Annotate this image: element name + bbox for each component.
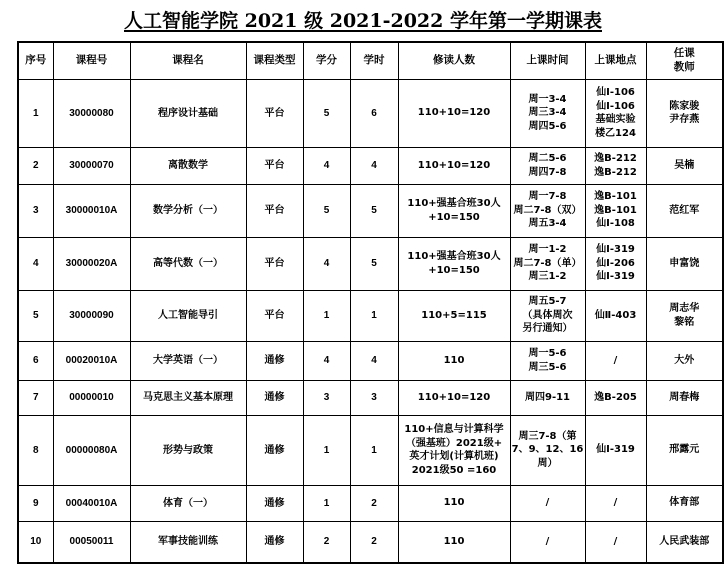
location-line: 仙Ⅱ-403 [594,309,637,321]
class-time-line: 周三7-8（第 [518,430,577,442]
location-line: 仙Ⅰ-319 [596,271,635,283]
class-time-line: 周四7-8 [528,166,567,178]
cell-row-index: 1 [18,79,53,147]
cell-location [585,341,646,380]
cell-teacher [646,380,723,415]
teacher-line: 范红军 [669,204,700,216]
cell-hours: 2 [350,521,398,563]
location-line: 仙Ⅰ-319 [596,444,635,456]
teacher-line: 大外 [674,354,695,366]
cell-course-code: 00000080A [53,415,130,485]
cell-enrollment [398,237,510,290]
class-time-line: 周） [537,457,558,469]
cell-hours: 4 [350,341,398,380]
cell-course-code: 00020010A [53,341,130,380]
header-location: 上课地点 [585,42,646,79]
teacher-line: 吴楠 [674,159,695,171]
cell-row-index: 10 [18,521,53,563]
cell-row-index: 2 [18,147,53,184]
location-line: 逸B-205 [594,391,637,403]
enrollment-line: +10=150 [428,211,480,223]
teacher-line: 陈家骏 [669,100,700,112]
cell-course-name: 形势与政策 [130,415,246,485]
cell-teacher [646,79,723,147]
cell-class-time [510,521,585,563]
cell-course-name: 数学分析（一） [130,184,246,237]
table-body [18,79,723,563]
cell-course-name: 离散数学 [130,147,246,184]
location-line: 仙Ⅰ-106 [596,87,635,98]
cell-enrollment [398,147,510,184]
enrollment-line: 2021级50 =160 [411,464,497,476]
cell-course-code: 00000010 [53,380,130,415]
header-course-name: 课程名 [130,42,246,79]
cell-course-code: 30000090 [53,290,130,341]
cell-hours: 6 [350,79,398,147]
cell-course-type: 通修 [246,485,303,521]
table-row [18,237,723,290]
document-title [0,8,726,34]
cell-credits: 1 [303,415,350,485]
table-row [18,521,723,563]
cell-hours: 3 [350,380,398,415]
cell-teacher [646,237,723,290]
cell-row-index: 6 [18,341,53,380]
table-row [18,79,723,147]
cell-teacher [646,184,723,237]
teacher-line: 邢露元 [669,444,700,456]
cell-location [585,415,646,485]
enrollment-line: 110+10=120 [417,107,491,119]
cell-course-code: 00040010A [53,485,130,521]
enrollment-line: 英才计划(计算机班) [409,451,499,462]
location-line: 逸B-212 [594,166,637,178]
location-line: 逸B-101 [594,191,637,203]
cell-teacher [646,147,723,184]
cell-credits: 4 [303,341,350,380]
cell-enrollment [398,184,510,237]
cell-course-name: 大学英语（一） [130,341,246,380]
location-line: 逸B-101 [594,204,637,216]
enrollment-line: 110+强基合班30人 [407,198,501,209]
cell-course-type: 平台 [246,147,303,184]
cell-course-type: 平台 [246,237,303,290]
header-index: 序号 [18,42,53,79]
cell-location [585,485,646,521]
class-time-line: 周二5-6 [528,153,567,164]
cell-row-index: 9 [18,485,53,521]
cell-course-type: 平台 [246,79,303,147]
table-row [18,485,723,521]
class-time-line: 周一7-8 [528,191,567,203]
class-time-line: 周一5-6 [528,348,567,359]
cell-row-index: 5 [18,290,53,341]
location-line: 仙Ⅰ-206 [596,257,635,269]
cell-course-name: 程序设计基础 [130,79,246,147]
cell-enrollment [398,341,510,380]
table-row [18,415,723,485]
cell-credits: 3 [303,380,350,415]
cell-teacher [646,290,723,341]
cell-course-type: 平台 [246,290,303,341]
cell-teacher [646,521,723,563]
cell-class-time [510,380,585,415]
class-time-line: 周一3-4 [528,93,567,105]
cell-course-name: 高等代数（一） [130,237,246,290]
cell-course-name: 体育（一） [130,485,246,521]
cell-enrollment [398,290,510,341]
cell-class-time [510,485,585,521]
cell-enrollment [398,79,510,147]
table-header-row [18,42,723,79]
cell-course-type: 通修 [246,341,303,380]
table-row [18,341,723,380]
cell-hours: 4 [350,147,398,184]
class-time-line: 周三3-4 [528,107,567,119]
class-time-line: 周三1-2 [528,271,567,283]
header-hours: 学时 [350,42,398,79]
cell-credits: 4 [303,237,350,290]
cell-teacher [646,415,723,485]
cell-location [585,79,646,147]
class-time-line: / [545,497,550,509]
cell-row-index: 4 [18,237,53,290]
location-line: 基础实验 [595,114,636,125]
cell-class-time [510,341,585,380]
class-time-line: 周二7-8（单） [513,257,582,269]
cell-teacher [646,485,723,521]
class-time-line: 周一1-2 [528,244,567,256]
teacher-line: 申富饶 [669,257,700,269]
cell-hours: 1 [350,415,398,485]
cell-hours: 5 [350,184,398,237]
cell-class-time [510,147,585,184]
location-line: / [613,536,618,547]
header-teacher [646,42,723,79]
cell-class-time [510,184,585,237]
cell-location [585,380,646,415]
class-time-line: 周四9-11 [524,391,571,403]
header-class-time: 上课时间 [510,42,585,79]
teacher-line: 尹存燕 [669,114,700,125]
header-enrollment: 修读人数 [398,42,510,79]
cell-course-name: 人工智能导引 [130,290,246,341]
cell-class-time [510,290,585,341]
class-time-line: 周四5-6 [528,120,567,132]
table-row [18,184,723,237]
class-time-line: 周五5-7 [528,296,567,308]
cell-course-type: 通修 [246,380,303,415]
cell-class-time [510,415,585,485]
cell-location [585,290,646,341]
cell-location [585,184,646,237]
teacher-line: 人民武装部 [659,536,710,547]
cell-location [585,147,646,184]
schedule-table [17,41,724,564]
header-course-code: 课程号 [53,42,130,79]
header-teacher-line2: 教师 [673,60,695,73]
location-line: / [613,354,618,366]
location-line: 逸B-212 [594,153,637,164]
enrollment-line: （强基班）2021级+ [405,437,503,449]
cell-course-code: 30000010A [53,184,130,237]
cell-row-index: 3 [18,184,53,237]
cell-credits: 1 [303,290,350,341]
cell-class-time [510,237,585,290]
cell-hours: 1 [350,290,398,341]
cell-credits: 2 [303,521,350,563]
enrollment-line: +10=150 [428,264,480,276]
cell-teacher [646,341,723,380]
location-line: 楼乙124 [595,127,636,139]
cell-row-index: 7 [18,380,53,415]
cell-course-code: 30000020A [53,237,130,290]
header-credits: 学分 [303,42,350,79]
table-row [18,380,723,415]
class-time-line: / [545,536,550,547]
document-title-text: 人工智能学院 2021 级 2021-2022 学年第一学期课表 [124,10,602,32]
enrollment-line: 110 [443,536,465,547]
class-time-line: 7、9、12、16 [511,444,584,456]
class-time-line: 周三5-6 [528,361,567,373]
cell-course-type: 平台 [246,184,303,237]
cell-row-index: 8 [18,415,53,485]
class-time-line: 周五3-4 [528,218,567,230]
location-line: / [613,497,618,509]
cell-credits: 5 [303,184,350,237]
cell-location [585,237,646,290]
cell-hours: 2 [350,485,398,521]
cell-course-name: 军事技能训练 [130,521,246,563]
cell-enrollment [398,521,510,563]
enrollment-line: 110 [443,354,465,366]
enrollment-line: 110+10=120 [417,391,491,403]
class-time-line: 周二7-8（双） [513,204,582,216]
header-course-type: 课程类型 [246,42,303,79]
class-time-line: （具体周次 [522,309,573,321]
enrollment-line: 110+10=120 [417,159,491,171]
enrollment-line: 110+5=115 [421,309,487,321]
location-line: 仙Ⅰ-319 [596,244,635,256]
cell-location [585,521,646,563]
location-line: 仙Ⅰ-106 [596,100,635,112]
cell-hours: 5 [350,237,398,290]
enrollment-line: 110+信息与计算科学 [404,424,504,435]
cell-course-name: 马克思主义基本原理 [130,380,246,415]
cell-credits: 1 [303,485,350,521]
table-row [18,147,723,184]
cell-course-code: 30000080 [53,79,130,147]
cell-credits: 4 [303,147,350,184]
teacher-line: 体育部 [669,497,700,509]
class-time-line: 另行通知） [522,323,573,335]
enrollment-line: 110 [443,497,465,509]
cell-course-type: 通修 [246,415,303,485]
table-row [18,290,723,341]
cell-enrollment [398,380,510,415]
teacher-line: 黎铭 [674,316,695,328]
teacher-line: 周春梅 [669,391,700,403]
cell-enrollment [398,485,510,521]
cell-course-code: 00050011 [53,521,130,563]
cell-class-time [510,79,585,147]
header-teacher-line1: 任课 [673,47,695,60]
enrollment-line: 110+强基合班30人 [407,251,501,262]
location-line: 仙Ⅰ-108 [596,218,635,230]
cell-course-type: 通修 [246,521,303,563]
teacher-line: 周志华 [669,303,700,314]
cell-enrollment [398,415,510,485]
cell-course-code: 30000070 [53,147,130,184]
cell-credits: 5 [303,79,350,147]
